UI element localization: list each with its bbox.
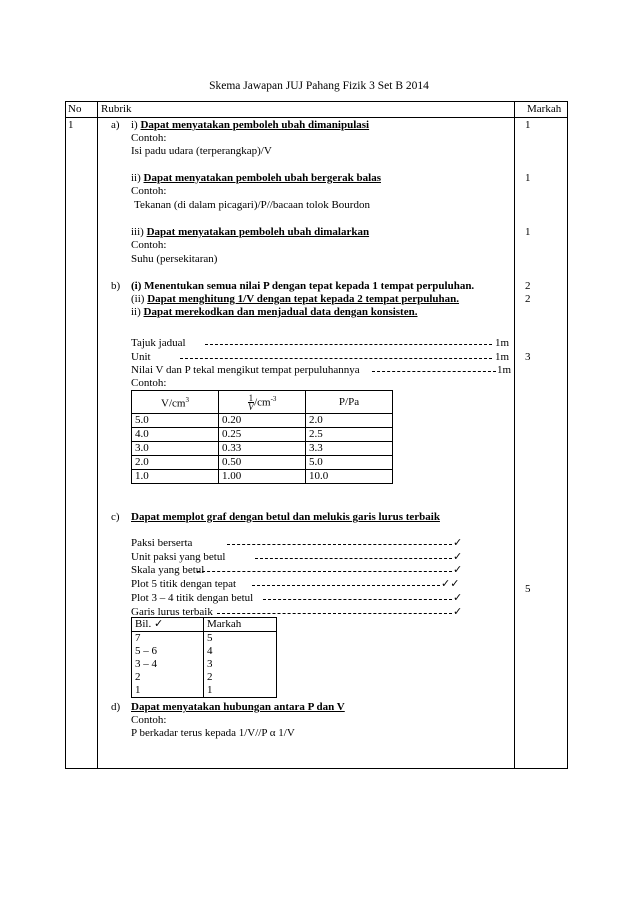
data-table-header <box>132 391 393 414</box>
data-table-cell: 1.00 <box>219 470 306 484</box>
header-bil: Bil. ✓ <box>132 618 204 632</box>
part-d-answer: P berkadar terus kepada 1/V//P α 1/V <box>131 727 295 739</box>
data-table-cell: 5.0 <box>306 456 393 470</box>
part-b-line2-text: Dapat menghitung 1/V dengan tepat kepada 2 tempat perpuluhan. <box>147 293 460 305</box>
header-volume-text: V/cm <box>161 397 186 410</box>
check-icon: ✓ <box>453 537 463 549</box>
column-divider-markah <box>514 102 515 768</box>
dash-leader <box>217 613 452 614</box>
dash-leader <box>180 358 492 359</box>
marks-table-cell: 7 <box>132 632 204 646</box>
tajuk-jadual-label: Tajuk jadual <box>131 337 186 349</box>
marks-table-row <box>132 658 277 671</box>
part-c-title: Dapat memplot graf dengan betul dan melukis garis lurus terbaik <box>131 511 440 523</box>
part-b-line1: (i) Menentukan semua nilai P dengan tepat kepada 1 tempat perpuluhan. <box>131 280 475 292</box>
data-table-cell: 2.0 <box>306 414 393 428</box>
data-table-row <box>132 456 393 470</box>
header-no: No <box>68 103 82 115</box>
header-pressure: P/Pa <box>306 391 393 414</box>
marks-table-cell: 3 – 4 <box>132 658 204 671</box>
marks-table-cell: 1 <box>204 684 277 698</box>
header-volume-sup: 3 <box>185 395 189 404</box>
data-table-row <box>132 414 393 428</box>
marks-table-cell: 1 <box>132 684 204 698</box>
part-a-iii-contoh: Contoh: <box>131 239 167 251</box>
data-table-cell: 0.25 <box>219 428 306 442</box>
header-rubrik: Rubrik <box>101 103 132 115</box>
data-table-row <box>132 442 393 456</box>
part-b-line2-prefix: (ii) <box>131 293 145 305</box>
marks-table-cell: 2 <box>204 671 277 684</box>
part-a-ii-contoh: Contoh: <box>131 185 167 197</box>
data-table-cell: 2.5 <box>306 428 393 442</box>
unit-mark: 1m <box>495 351 510 363</box>
header-inverse-unit: /cm <box>254 396 271 409</box>
data-table-row <box>132 470 393 484</box>
data-table-cell: 5.0 <box>132 414 219 428</box>
criteria-item: Paksi berserta <box>131 537 193 549</box>
part-a-i-contoh: Contoh: <box>131 132 167 144</box>
marks-table-cell: 4 <box>204 645 277 658</box>
marks-table-row <box>132 671 277 684</box>
criteria-item: Skala yang betul <box>131 564 205 576</box>
data-table-cell: 10.0 <box>306 470 393 484</box>
dash-leader <box>252 585 440 586</box>
part-d-contoh: Contoh: <box>131 714 167 726</box>
marks-table-row <box>132 684 277 698</box>
header-volume <box>132 391 219 414</box>
data-table-cell: 3.3 <box>306 442 393 456</box>
marks-table-row <box>132 632 277 646</box>
tajuk-jadual-mark: 1m <box>495 337 510 349</box>
header-divider <box>66 117 567 118</box>
criteria-item: Plot 3 – 4 titik dengan betul <box>131 592 254 604</box>
data-table-cell: 2.0 <box>132 456 219 470</box>
data-table-cell: 3.0 <box>132 442 219 456</box>
unit-label: Unit <box>131 351 151 363</box>
part-b-line3-text: Dapat merekodkan dan menjadual data dengan konsisten. <box>143 306 418 318</box>
marks-table-cell: 2 <box>132 671 204 684</box>
mark-c: 5 <box>525 583 531 595</box>
mark-a-ii: 1 <box>525 172 531 184</box>
mark-a-iii: 1 <box>525 226 531 238</box>
header-inverse-volume <box>219 391 306 414</box>
header-markah: Markah <box>527 103 562 115</box>
part-a-ii-title: Dapat menyatakan pemboleh ubah bergerak balas <box>143 172 381 184</box>
part-a-iii-prefix: iii) <box>131 226 144 238</box>
check-icon: ✓ <box>453 551 463 563</box>
part-c-label: c) <box>111 511 120 523</box>
part-a-iii <box>131 226 369 239</box>
part-b-contoh: Contoh: <box>131 377 167 389</box>
dash-leader <box>197 571 452 572</box>
criteria-item: Unit paksi yang betul <box>131 551 226 563</box>
part-a-iii-title: Dapat menyatakan pemboleh ubah dimalarkan <box>146 226 370 238</box>
marks-table-row <box>132 645 277 658</box>
check-icon: ✓ <box>453 606 463 618</box>
fraction-numerator: 1 <box>248 393 254 404</box>
part-b-label: b) <box>111 280 121 292</box>
mark-b-i: 2 <box>525 280 531 292</box>
part-a-i <box>131 119 369 132</box>
part-a-iii-answer: Suhu (persekitaran) <box>131 253 218 265</box>
part-a-ii-prefix: ii) <box>131 172 141 184</box>
part-a-label: a) <box>111 119 120 131</box>
data-table-cell: 4.0 <box>132 428 219 442</box>
page-title: Skema Jawapan JUJ Pahang Fizik 3 Set B 2014 <box>209 80 429 92</box>
part-a-i-prefix: i) <box>131 119 138 131</box>
dash-leader <box>372 371 496 372</box>
header-inverse-sup: -3 <box>270 394 277 403</box>
check-icon: ✓ <box>453 592 463 604</box>
part-d-title: Dapat menyatakan hubungan antara P dan V <box>131 701 345 713</box>
check-icon: ✓ <box>453 564 463 576</box>
marks-table-cell: 3 <box>204 658 277 671</box>
data-table-cell: 1.0 <box>132 470 219 484</box>
criteria-item: Plot 5 titik dengan tepat <box>131 578 237 590</box>
part-b-line2 <box>131 293 459 306</box>
dash-leader <box>227 544 452 545</box>
nilai-label: Nilai V dan P tekal mengikut tempat perpuluhannya <box>131 364 360 376</box>
marks-table-cell: 5 <box>204 632 277 646</box>
data-table <box>131 390 393 484</box>
marks-table-header <box>132 618 277 632</box>
header-markah-c: Markah <box>204 618 277 632</box>
fraction-denominator: V <box>248 402 254 413</box>
part-a-ii-answer: Tekanan (di dalam picagari)/P//bacaan tolok Bourdon <box>134 199 370 211</box>
data-table-row <box>132 428 393 442</box>
marks-table <box>131 617 277 698</box>
part-a-i-answer: Isi padu udara (terperangkap)/V <box>131 145 272 157</box>
data-table-cell: 0.50 <box>219 456 306 470</box>
dash-leader <box>205 344 492 345</box>
data-table-cell: 0.33 <box>219 442 306 456</box>
column-divider-no <box>97 102 98 768</box>
mark-b-ii: 2 <box>525 293 531 305</box>
mark-b-iii: 3 <box>525 351 531 363</box>
part-b-line3 <box>131 306 417 319</box>
check-icon: ✓✓ <box>441 578 460 590</box>
part-b-line3-prefix: ii) <box>131 306 141 318</box>
part-a-ii <box>131 172 381 185</box>
row-number: 1 <box>68 119 74 131</box>
mark-a-i: 1 <box>525 119 531 131</box>
marks-table-cell: 5 – 6 <box>132 645 204 658</box>
part-a-i-title: Dapat menyatakan pemboleh ubah dimanipulasi <box>140 119 370 131</box>
dash-leader <box>255 558 452 559</box>
nilai-mark: 1m <box>497 364 512 376</box>
part-d-label: d) <box>111 701 121 713</box>
data-table-cell: 0.20 <box>219 414 306 428</box>
criteria-item: Garis lurus terbaik <box>131 606 213 618</box>
dash-leader <box>263 599 452 600</box>
